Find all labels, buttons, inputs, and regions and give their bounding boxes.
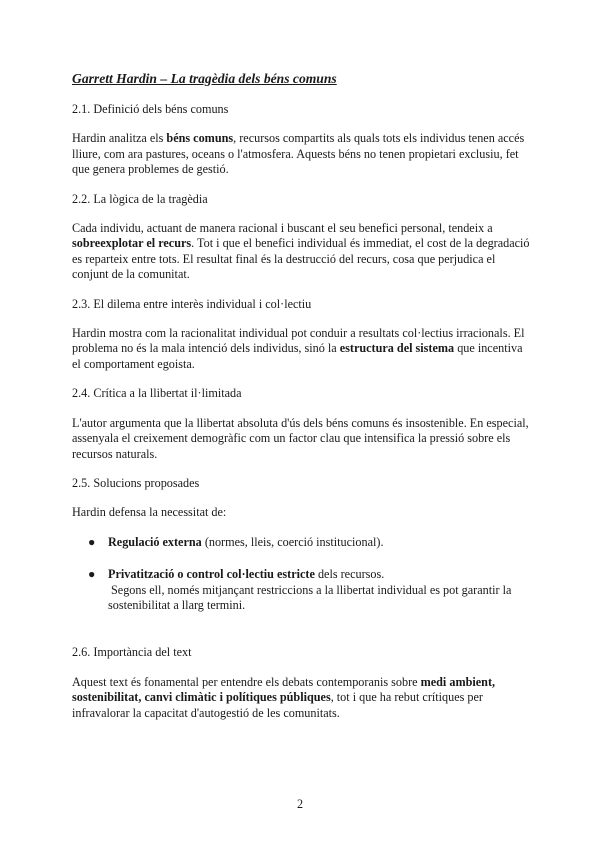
section-heading-2-1: 2.1. Definició dels béns comuns (72, 102, 229, 116)
solutions-list (72, 535, 532, 614)
section-heading-2-5: 2.5. Solucions proposades (72, 475, 200, 490)
paragraph-text: Aquest text és fonamental per entendre els debats contemporanis sobre (72, 674, 421, 689)
paragraph-text: Cada individu, actuant de manera racional i buscant el seu benefici personal, tendeix a (72, 221, 493, 236)
section-paragraph-2-5: Hardin defensa la necessitat de: (72, 505, 227, 520)
list-item-bold: Privatització o control col·lectiu estricte (108, 567, 315, 582)
paragraph-text: , tot i que ha rebut crítiques per infravalorar la capacitat d'autogestió de les comunitats. (72, 690, 483, 720)
list-item-note: Segons ell, només mitjançant restriccions a la llibertat individual es pot garantir la sostenibilitat a llarg termini. (108, 582, 512, 612)
document-page (72, 71, 532, 735)
section-paragraph-2-2 (72, 221, 532, 283)
document-title: Garrett Hardin – La tragèdia dels béns comuns (72, 71, 337, 86)
list-item (72, 535, 532, 550)
paragraph-text: Hardin analitza els (72, 131, 167, 146)
bullet-icon: ● (88, 534, 96, 549)
section-paragraph-2-6 (72, 675, 532, 721)
section-heading-2-6: 2.6. Importància del text (72, 645, 192, 660)
bold-term: béns comuns (166, 131, 234, 146)
list-item (72, 567, 532, 613)
section-heading-2-4: 2.4. Crítica a la llibertat il·limitada (72, 386, 242, 401)
list-item-text: dels recursos. (314, 567, 385, 582)
paragraph-text: , recursos compartits als quals tots els individus tenen accés lliure, com ara pastures, oceans o l'atmosfera. Aquests béns no tenen propietari exclusiu, fet que genera problemes de gestió. (72, 131, 525, 177)
section-heading-2-2: 2.2. La lògica de la tragèdia (72, 191, 208, 206)
bullet-icon: ● (88, 567, 96, 582)
page-number: 2 (296, 797, 304, 811)
section-paragraph-2-1 (72, 131, 532, 177)
paragraph-text: . Tot i que el benefici individual és immediat, el cost de la degradació es reparteix entre tots. El resultat final és la destrucció del recurs, cosa que perjudica el conjunt de la comunitat. (72, 236, 530, 282)
bold-term: estructura del sistema (339, 341, 455, 356)
section-paragraph-2-3 (72, 326, 532, 372)
section-paragraph-2-4: L'autor argumenta que la llibertat absoluta d'ús dels béns comuns és insostenible. En especial, assenyala el creixement demogràfic com un factor clau que intensifica la pressió sobre els recursos naturals. (72, 415, 529, 461)
paragraph-text: Hardin mostra com la racionalitat individual pot conduir a resultats col·lectius irracionals. El problema no és la mala intenció dels individus, sinó la (72, 326, 525, 356)
list-item-text: (normes, lleis, coerció institucional). (201, 534, 384, 549)
paragraph-text: que incentiva el comportament egoista. (72, 341, 523, 371)
list-item-bold: Regulació externa (108, 534, 202, 549)
section-heading-2-3: 2.3. El dilema entre interès individual i col·lectiu (72, 296, 312, 311)
bold-term: sobreexplotar el recurs (72, 236, 192, 251)
bold-term: medi ambient, sostenibilitat, canvi climàtic i polítiques públiques (72, 674, 496, 705)
